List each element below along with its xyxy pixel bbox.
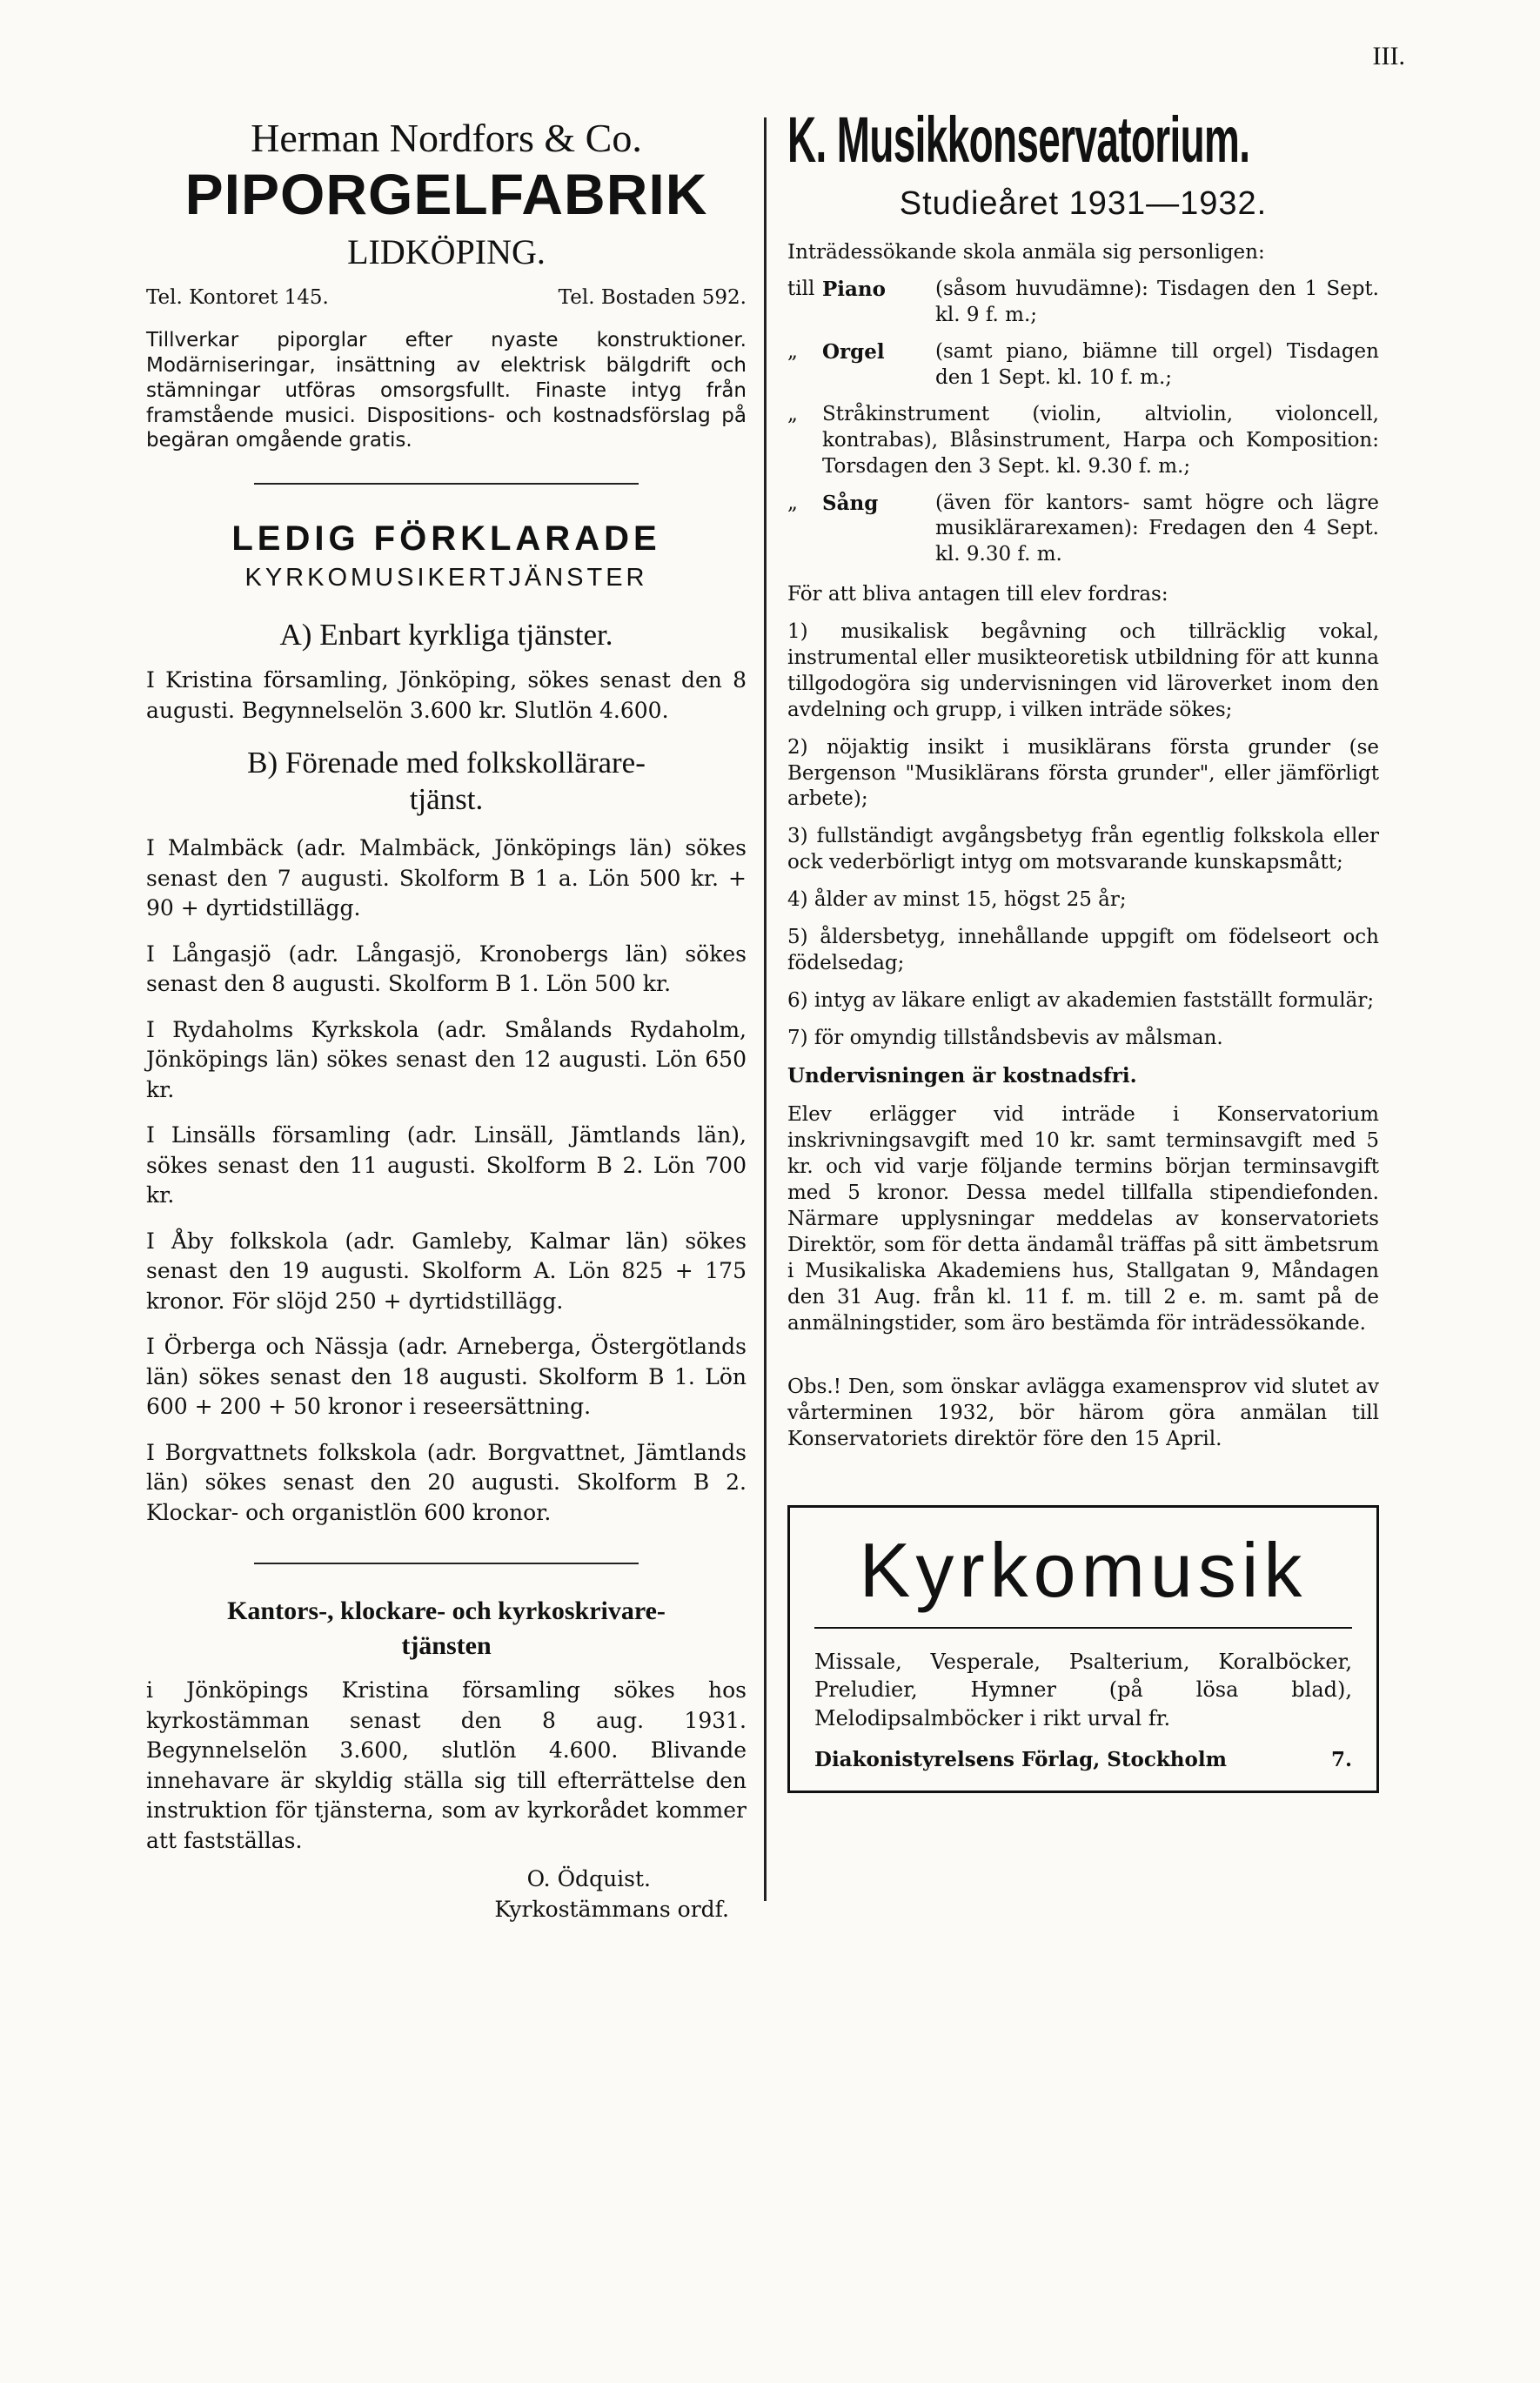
firm-city: LIDKÖPING. xyxy=(347,232,546,272)
subject-list xyxy=(787,277,1379,568)
ad-title: Kyrkomusik xyxy=(859,1527,1308,1614)
subject-name: Orgel xyxy=(822,340,885,365)
ad-publisher: Diakonistyrelsens Förlag, Stockholm xyxy=(814,1748,1227,1772)
ad-footer xyxy=(814,1748,1352,1771)
subject-desc: (samt piano, biämne till orgel) Tisdagen den 1 Sept. kl. 10 f. m.; xyxy=(935,340,1379,389)
obs-note: Obs.! Den, som önskar avlägga examensprov vid slutet av vårterminen 1932, bör härom göra anmälan till Konservatoriets direktör före den 15 April. xyxy=(787,1376,1379,1451)
subject-organ xyxy=(787,339,1379,392)
subject-strings xyxy=(787,402,1379,480)
section-a-heading: A) Enbart kyrkliga tjänster. xyxy=(279,618,613,653)
divider-rule xyxy=(254,483,639,485)
subject-name: Sång xyxy=(822,491,879,515)
application-intro: Inträdessökande skola anmäla sig personligen: xyxy=(787,241,1265,264)
vacancies-subheading: KYRKOMUSIKERTJÄNSTER xyxy=(244,564,648,592)
firm-description: Tillverkar piporglar efter nyaste konstruktioner. Modärniseringar, insättning av elektrisk bälgdrift och stämningar utföras omsorgsfullt. Finaste intyg från framstående musici. Dispositions- och kostnadsförslag på begäran omgående gratis. xyxy=(146,329,747,452)
cantor-heading-cont: tjänsten xyxy=(401,1631,492,1661)
organ-factory-ad xyxy=(146,115,747,453)
vacancy-list xyxy=(146,833,747,1528)
admission-heading: För att bliva antagen till elev fordras: xyxy=(787,583,1168,606)
subject-piano xyxy=(787,277,1379,329)
conservatory-notice xyxy=(787,104,1379,1453)
cantor-text: i Jönköpings Kristina församling sökes hos kyrkostämman senast den 8 aug. 1931. Begynnelselön 3.600, slutlön 4.600. Blivande innehavare är skyldig ställa sig till efterrättelse den instruktion för tjänsterna, som av kyrkorådet kommer att fastställas. xyxy=(146,1677,747,1853)
requirement-item: 4) ålder av minst 15, högst 25 år; xyxy=(787,888,1127,912)
vacancy-entry: I Örberga och Nässja (adr. Arneberga, Östergötlands län) sökes senast den 18 augusti. Skolform B 1. Lön 600 + 200 + 50 kronor i reseersättning. xyxy=(146,1334,747,1420)
firm-name: Herman Nordfors & Co. xyxy=(251,116,642,160)
cantor-heading: Kantors-, klockare- och kyrkoskrivare- xyxy=(227,1596,666,1626)
conservatory-title: K. Musikkonservatorium. xyxy=(787,104,1250,176)
phone-row xyxy=(146,286,747,309)
right-column xyxy=(787,104,1379,1793)
vacancy-entry: I Långasjö (adr. Långasjö, Kronobergs län) sökes senast den 8 augusti. Skolform B 1. Lön 500 kr. xyxy=(146,940,747,997)
subject-desc: (även för kantors- samt högre och lägre musiklärarexamen): Fredagen den 4 Sept. kl. 9.30 f. m. xyxy=(935,491,1379,566)
section-a-text: I Kristina församling, Jönköping, sökes senast den 8 augusti. Begynnelselön 3.600 kr. Slutlön 4.600. xyxy=(146,667,747,723)
page-number: III. xyxy=(1372,42,1405,70)
ad-number: 7. xyxy=(1330,1748,1352,1772)
vacancy-entry: I Malmbäck (adr. Malmbäck, Jönköpings län) sökes senast den 7 augusti. Skolform B 1 a. Lön 500 kr. + 90 + dyrtidstillägg. xyxy=(146,835,747,921)
vacancies-section xyxy=(146,519,747,1528)
ad-rule xyxy=(814,1627,1352,1629)
section-b-heading-cont: tjänst. xyxy=(409,782,484,817)
signature-name: O. Ödquist. xyxy=(526,1866,651,1892)
phone-office: Tel. Kontoret 145. xyxy=(146,286,329,310)
signature-title: Kyrkostämmans ordf. xyxy=(494,1896,729,1922)
vacancy-entry: I Linsälls församling (adr. Linsäll, Jämtlands län), sökes senast den 11 augusti. Skolform B 2. Lön 700 kr. xyxy=(146,1122,747,1208)
column-divider xyxy=(764,117,767,1901)
requirement-item: 3) fullständigt avgångsbetyg från egentlig folkskola eller ock vederbörligt intyg om motsvarande kunskapsmått; xyxy=(787,825,1379,874)
firm-title: PIPORGELFABRIK xyxy=(184,162,708,226)
requirement-item: 6) intyg av läkare enligt av akademien fastställt formulär; xyxy=(787,988,1375,1012)
academic-year: Studieåret 1931—1932. xyxy=(899,185,1268,223)
subject-name: Piano xyxy=(822,278,886,302)
subject-desc: (såsom huvudämne): Tisdagen den 1 Sept. kl. 9 f. m.; xyxy=(935,278,1379,327)
divider-rule xyxy=(254,1563,639,1564)
left-column xyxy=(146,104,747,1924)
requirement-item: 2) nöjaktig insikt i musiklärans första grunder (se Bergenson "Musiklärans första grunder", eller jämförligt arbete); xyxy=(787,735,1379,811)
subject-prefix: „ xyxy=(787,491,798,514)
requirement-item: 1) musikalisk begåvning och tillräcklig vokal, instrumental eller musikteoretisk utbildning för att kunna tillgodogöra sig undervisningen vid läroverket inom den avdelning och grupp, i vilken inträde sökes; xyxy=(787,620,1379,721)
requirement-list xyxy=(787,619,1379,1051)
vacancy-entry: I Rydaholms Kyrkskola (adr. Smålands Rydaholm, Jönköpings län) sökes senast den 12 augusti. Lön 650 kr. xyxy=(146,1016,747,1102)
phone-home: Tel. Bostaden 592. xyxy=(558,286,747,310)
section-b-heading: B) Förenade med folkskollärare- xyxy=(247,746,646,780)
requirement-item: 7) för omyndig tillståndsbevis av målsman. xyxy=(787,1026,1223,1049)
subject-voice xyxy=(787,491,1379,569)
requirement-item: 5) åldersbetyg, innehållande uppgift om födelseort och födelsedag; xyxy=(787,925,1379,974)
free-tuition-note: Undervisningen är kostnadsfri. xyxy=(787,1063,1137,1088)
fees-text: Elev erlägger vid inträde i Konservatorium inskrivningsavgift med 10 kr. samt terminsavgift med 5 kr. och vid varje följande termins början terminsavgift med 5 kronor. Dessa medel tillfalla stipendiefonden. Närmare upplysningar meddelas av konservatoriets Direktör, som för detta ändamål träffas på sitt ämbetsrum i Musikaliska Akademiens hus, Stallgatan 9, Måndagen den 31 Aug. från kl. 11 f. m. till 2 e. m. samt på de anmälningstider, som äro bestämda för inträdessökande. xyxy=(787,1103,1379,1335)
subject-prefix: till xyxy=(787,278,815,301)
subject-prefix: „ xyxy=(787,402,798,425)
vacancies-heading: LEDIG FÖRKLARADE xyxy=(231,519,661,559)
ad-text: Missale, Vesperale, Psalterium, Koralböcker, Preludier, Hymner (på lösa blad), Melodipsalmböcker i rikt urval fr. xyxy=(814,1649,1352,1730)
vacancy-entry: I Åby folkskola (adr. Gamleby, Kalmar län) sökes senast den 19 augusti. Skolform A. Lön 825 + 175 kronor. För slöjd 250 + dyrtidstillägg. xyxy=(146,1228,747,1314)
subject-desc: Stråkinstrument (violin, altviolin, violoncell, kontrabas), Blåsinstrument, Harpa och Komposition: Torsdagen den 3 Sept. kl. 9.30 f. m.; xyxy=(822,402,1379,478)
subject-prefix: „ xyxy=(787,340,798,364)
vacancy-entry: I Borgvattnets folkskola (adr. Borgvattnet, Jämtlands län) sökes senast den 20 augusti. Skolform B 2. Klockar- och organistlön 600 kronor. xyxy=(146,1439,747,1525)
kyrkomusik-ad xyxy=(787,1505,1379,1793)
cantor-vacancy xyxy=(146,1596,747,1924)
